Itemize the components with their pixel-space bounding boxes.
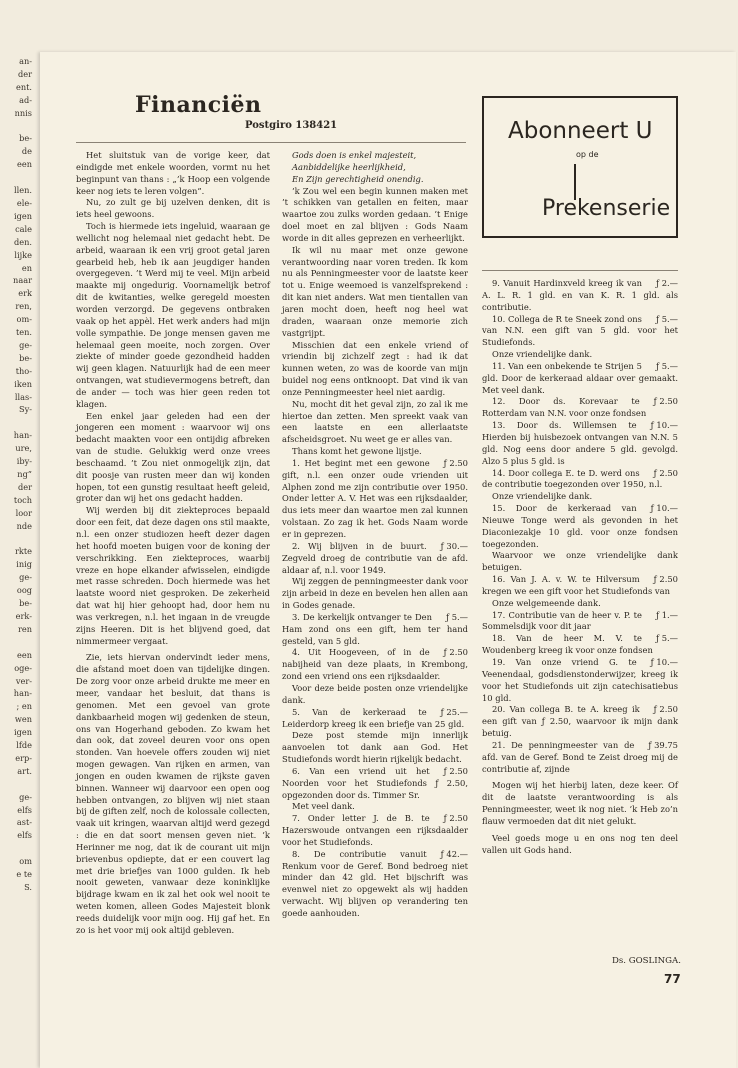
strip-fragment: een (17, 649, 32, 660)
strip-fragment: be- (19, 598, 32, 609)
ledger-entry (482, 314, 678, 350)
column-1 (76, 150, 270, 937)
ledger-entry (482, 420, 678, 467)
strip-fragment: igen (14, 210, 32, 221)
paragraph: ’k Zou wel een begin kunnen maken met ’t schikken van getallen en feiten, maar waartoe zou zulks worden gedaan. ’t Enige doel moet en zal blijven : Gods Naam worde in dit alles geprezen en verheerlijkt. (282, 185, 468, 243)
amount: ƒ 10.— (650, 503, 678, 514)
paragraph: Nu, mocht dit het geval zijn, zo zal ik me hiertoe dan zetten. Men spreekt vaak van een laatste en een allerlaatste afscheidsgroet. Nu weet ge er alles van. (282, 398, 468, 445)
item-text: 3. De kerkelijk ontvanger te Den Ham zond ons een gift, hem ter hand gesteld, van 5 gld. (282, 611, 468, 646)
strip-fragment: S. (24, 882, 32, 892)
strip-fragment: erp- (15, 752, 32, 763)
strip-fragment: elfs (17, 804, 32, 815)
advert-bar (574, 164, 576, 200)
ledger-entry (282, 707, 468, 731)
amount: ƒ 2.50 (443, 813, 468, 824)
item-text: 2. Wij blijven in de buurt. Zegveld droeg de contributie van de afd. aldaar af, n.l. voor 1949. (282, 540, 468, 575)
ledger-entry (482, 657, 678, 704)
strip-fragment: ge- (19, 572, 32, 583)
strip-fragment: be- (19, 352, 32, 363)
strip-fragment: nde (16, 520, 32, 531)
strip-fragment: be- (19, 133, 32, 144)
amount: ƒ 5.— (655, 633, 678, 644)
item-text: 1. Het begint met een gewone gift, n.l. een onzer oude vrienden uit Alphen zond me zijn contributie over 1950. Onder letter A. V. Het was een rijksdaalder, dus iets meer dan waartoe men zal kunnen volstaan. Zo zag ik het. Gods Naam worde er in geprezen. (282, 457, 468, 539)
item-text: Onze vriendelijke dank. (492, 491, 593, 502)
ledger-entry (482, 598, 678, 610)
strip-fragment: oge- (14, 662, 32, 673)
ledger-entry (282, 849, 468, 920)
paragraph: Een enkel jaar geleden had een der jongeren een moment : waarvoor wij ons bedacht maakten voor een ontijdig afbreken van de studie. Gelukkig werd onze vrees beschaamd. ’t Zou niet onmogelijk zijn, dat dit poosje van rusten meer dan wij konden hopen, tot een gunstig resultaat heeft geleid, groter dan wij het ons gedacht hadden. (76, 410, 270, 504)
amount: ƒ 39.75 (648, 739, 678, 750)
strip-fragment: han- (13, 430, 32, 441)
strip-fragment: loor (15, 507, 32, 518)
ledger-entry (282, 730, 468, 766)
amount: ƒ 5.— (655, 360, 678, 371)
item-text: Voor deze beide posten onze vriendelijke dank. (282, 682, 468, 705)
item-text: 6. Van een vriend uit het Noorden voor het Studiefonds ƒ 2.50, opgezonden door ds. Timmer Sr. (282, 765, 468, 800)
postgiro-number: Postgiro 138421 (245, 120, 338, 131)
strip-fragment: erk- (15, 610, 32, 621)
page-number: 77 (664, 972, 681, 986)
strip-fragment: oog (16, 585, 32, 596)
strip-fragment: lijke (14, 249, 32, 260)
signature: Ds. GOSLINGA. (612, 956, 681, 966)
strip-fragment: lfde (16, 740, 32, 751)
closing-paragraph: Mogen wij het hierbij laten, deze keer. Of dit de laatste verantwoording is als Penningmeester, weet ik nog niet. ’k Heb zo’n flauw vermoeden dat dit niet gelukt. (482, 780, 678, 826)
poem-line: En Zijn gerechtigheid onendig. (292, 173, 424, 184)
strip-fragment: elfs (17, 830, 32, 841)
strip-fragment: e te (16, 869, 32, 880)
item-text: 14. Door collega E. te D. werd ons de contributie toegezonden over 1950, n.l. (482, 467, 663, 490)
strip-fragment (0, 636, 34, 649)
amount: ƒ 42.— (440, 848, 468, 859)
title-rule (76, 142, 466, 143)
item-text: 8. De contributie vanuit Renkum voor de Geref. Bond bedroeg niet minder dan 42 gld. Het bijschrift was evenwel niet zo opgewekt als wij hadden verwacht. Wij blijven op verandering ten goede aanhouden. (282, 848, 468, 918)
strip-fragment: ge- (19, 339, 32, 350)
strip-fragment: igen (14, 727, 32, 738)
amount: ƒ 2.50 (443, 647, 468, 658)
poem-line: Aanbiddelijke heerlijkheid, (292, 161, 406, 172)
item-text: 12. Door ds. Korevaar te Rotterdam van N.N. voor onze fondsen (482, 396, 647, 419)
ledger-entry (482, 610, 678, 634)
ledger-entry (282, 541, 468, 577)
advert-line-1: Abonneert U (508, 118, 653, 144)
strip-fragment: ent. (15, 81, 32, 92)
strip-fragment: ver- (15, 675, 32, 686)
paragraph: Misschien dat een enkele vriend of vriendin bij zichzelf zegt : had ik dat kunnen weten, zo was de koorde van mijn buidel nog eens ontknoopt. Dat vind ik van onze Penningmeester heel niet aardig. (282, 339, 468, 397)
ledger-entry (482, 740, 678, 776)
strip-fragment: ast- (16, 817, 32, 828)
strip-fragment: Sy- (18, 404, 32, 415)
strip-fragment: een (17, 159, 32, 170)
ledger-entry (482, 396, 678, 420)
strip-fragment: iby- (16, 456, 32, 467)
ledger-entry (482, 278, 678, 314)
item-text: 19. Van onze vriend G. te Veenendaal, godsdienstonderwijzer, kreeg ik voor het Studiefonds uit zijn catechisatiebus 10 gld. (482, 657, 678, 703)
item-text: Wij zeggen de penningmeester dank voor zijn arbeid in deze en bevelen hen allen aan in Godes genade. (282, 576, 469, 611)
item-text: 13. Door ds. Willemsen te Hierden bij huisbezoek ontvangen van N.N. 5 gld. Nog eens door andere 5 gld. gevolgd. Alzo 5 plus 5 gld. is (482, 420, 678, 466)
item-text: 20. Van collega B. te A. kreeg ik een gift van ƒ 2.50, waarvoor ik mijn dank betuig. (482, 704, 678, 739)
item-text: 21. De penningmeester van de afd. van de Geref. Bond te Zeist droeg mij de contributie af, zijnde (482, 739, 678, 774)
ledger-entry (482, 550, 678, 574)
strip-fragment: inig (16, 559, 32, 570)
strip-fragment: art. (17, 765, 32, 776)
item-text: Waarvoor we onze vriendelijke dank betuigen. (482, 550, 678, 573)
item-text: 11. Van een onbekende te Strijen 5 gld. Door de kerkeraad aldaar over gemaakt. Met veel dank. (482, 360, 678, 395)
strip-fragment: toch (13, 494, 32, 505)
strip-fragment (0, 416, 34, 429)
ledger-entry (282, 576, 468, 612)
ledger-entry (482, 704, 678, 740)
item-text: Met veel dank. (292, 801, 355, 812)
paragraph: Ik wil nu maar met onze gewone verantwoording naar voren treden. Ik kom nu als Penningmeester voor de laatste keer tot u. Enige weemoed is vanzelfsprekend : dit kan niet anders. Wat men tientallen van jaren mocht doen, heeft nog heel wat draden, waaraan onze memorie zich vastgrijpt. (282, 244, 468, 338)
strip-fragment: ure, (15, 443, 32, 454)
item-text: 4. Uit Hoogeveen, of in de nabijheid van deze plaats, in Krembong, zond een vriend ons een rijksdaalder. (282, 647, 468, 682)
strip-fragment: tho- (15, 365, 32, 376)
item-text: 9. Vanuit Hardinxveld kreeg ik van A. L. R. 1 gld. en van K. R. 1 gld. als contributie. (482, 278, 678, 312)
ledger-entry (482, 349, 678, 361)
ledger-entry (282, 683, 468, 707)
strip-fragment: llas- (14, 391, 32, 402)
page-title: Financiën (135, 92, 262, 118)
paragraph: Zie, iets hiervan ondervindt ieder mens, die afstand moet doen van tijdelijke dingen. De zorg voor onze arbeid drukte me meer en meer, vandaar het besluit, dat thans is genomen. Met een gevoel van grote dankbaarheid mogen wij gedenken de steun, ons van Hogerhand geboden. Zo kwam het dan ook, dat zoveel deuren voor ons open stonden. Van hoevele offers zouden wij niet mogen gewagen. Van rijken en armen, van jongen en ouden kwamen de rijkste gaven binnen. Wanneer wij daarvoor een open oog hebben ontvangen, zo blijven wij niet staan bij de giften zelf, noch de kolossale collecten, vaak uit kringen, waarvan altijd werd gezegd : die en dat soort mensen geven niet. ’k Herinner me nog, dat ik de courant uit mijn brievenbus opdiepte, dat er een couvert lag met drie briefjes van 1000 gulden. Ik heb nooit geweten, vanwaar deze koninklijke bijdrage kwam en ik zal het ook wel nooit te weten komen, alleen Godes Majesteit blonk reeds duidelijk voor mijn oog. Hij gaf het. En zo is het voor mij ook altijd gebleven. (76, 652, 270, 935)
strip-fragment (0, 842, 34, 855)
strip-fragment: ; en (16, 701, 32, 712)
advert-line-2: op de (576, 150, 599, 159)
amount: ƒ 1.— (655, 609, 678, 620)
ledger-entry (282, 612, 468, 648)
strip-fragment: rkte (14, 546, 32, 557)
item-text: 10. Collega de R te Sneek zond ons van N.N. een gift van 5 gld. voor het Studiefonds. (482, 313, 678, 348)
item-text: 16. Van J. A. v. W. te Hilversum kregen we een gift voor het Studiefonds van (482, 574, 670, 596)
amount: ƒ 30.— (440, 540, 468, 551)
ledger-entry (282, 801, 468, 813)
item-text: Onze welgemeende dank. (492, 597, 601, 608)
poem-line: Gods doen is enkel majesteit, (292, 150, 417, 160)
ledger-entry (282, 766, 468, 802)
strip-fragment: ad- (19, 94, 32, 105)
adjacent-page-strip (0, 55, 34, 1015)
strip-fragment: naar (13, 275, 32, 286)
ledger-entry (482, 491, 678, 503)
strip-fragment: de (21, 146, 32, 157)
strip-fragment: wen (14, 714, 32, 725)
strip-fragment: nnis (14, 107, 32, 118)
amount: ƒ 2.50 (443, 457, 468, 468)
ledger-entry (282, 647, 468, 683)
strip-fragment (0, 533, 34, 546)
strip-fragment (0, 778, 34, 791)
strip-fragment: cale (15, 223, 32, 234)
closing-paragraph: Veel goeds moge u en ons nog ten deel vallen uit Gods hand. (482, 832, 678, 855)
amount: ƒ 2.50 (653, 396, 678, 407)
amount: ƒ 2.50 (653, 704, 678, 715)
paragraph: Wij werden bij dit ziekteproces bepaald door een feit, dat deze dagen ons stil maakte, n.l. een onzer studiozen heeft dezer dagen het hoofd moeten buigen voor de koning der verschrikking. Een ziekteproces, waarbij vreze en hope elkander afwisselen, eindigde met rasse schreden. Doch hiermede was het laatste woord niet gesproken. De zekerheid dat wat hij hier gehoopt had, door hem nu was verkregen, n.l. het ingaan in de vreugde zijns Heeren. Dit is het blijvend goed, dat nimmermeer vergaat. (76, 505, 270, 646)
amount: ƒ 25.— (440, 706, 468, 717)
amount: ƒ 2.50 (443, 765, 468, 776)
strip-fragment (0, 171, 34, 184)
strip-fragment: ten. (15, 327, 32, 338)
ledger-entry (482, 468, 678, 492)
amount: ƒ 5.— (445, 611, 468, 622)
item-text: 17. Contributie van de heer v. P. te Sommelsdijk voor dit jaar (482, 609, 642, 632)
strip-fragment: an- (19, 56, 32, 66)
strip-fragment: der (17, 481, 32, 492)
paragraph: Het sluitstuk van de vorige keer, dat eindigde met enkele woorden, vormt nu het beginpunt van thans : „’k Hoop een volgende keer nog iets te leren volgen”. (76, 150, 270, 196)
paragraph: Nu, zo zult ge bij uzelven denken, dit is iets heel gewoons. (76, 197, 270, 220)
item-text: Deze post stemde mijn innerlijk aanvoelen tot dank aan God. Het Studiefonds wordt hierin rijkelijk bedacht. (282, 730, 468, 765)
ledger-entry (482, 361, 678, 397)
strip-fragment (0, 120, 34, 133)
item-text: 5. Van de kerkeraad te Leiderdorp kreeg ik een briefje van 25 gld. (282, 706, 465, 729)
strip-fragment: ren, (15, 301, 32, 312)
paragraph: Toch is hiermede iets ingeluid, waaraan ge wellicht nog helemaal niet gedacht hebt. De arbeid, waaraan ik een vrij groot getal jaren gearbeid heb, heb ik aan jeugdiger handen overgegeven. ’t Werd mij te veel. Mijn arbeid maakte mij ongedurig. Voornamelijk betrof dit de kwitanties, welke geregeld moesten worden verzorgd. De gegevens ontbraken vaak op het appèl. Het werk anders had mijn volle sympathie. De jonge mensen gaven me helemaal geen moeite, noch zorgen. Over ziekte of minder goede gezondheid hadden wij geen klagen. Natuurlijk had de een meer ontvangen, wat studievermogens betreft, dan de ander — toch was hier geen reden tot klagen. (76, 221, 270, 409)
paragraph: Thans komt het gewone lijstje. (292, 446, 422, 457)
column-3 (482, 278, 678, 857)
strip-fragment: erk (18, 288, 32, 299)
amount: ƒ 2.50 (653, 574, 678, 585)
amount: ƒ 2.50 (653, 467, 678, 478)
strip-fragment: han- (13, 688, 32, 699)
item-text: 7. Onder letter J. de B. te Hazerswoude ontvangen een rijksdaalder voor het Studiefonds. (282, 813, 468, 847)
strip-fragment: om- (16, 314, 32, 325)
ledger-entry (282, 458, 468, 541)
column-2 (282, 150, 468, 920)
right-column-rule (482, 270, 678, 271)
item-text: 18. Van de heer M. V. te Woudenberg kreeg ik voor onze fondsen (482, 633, 653, 656)
strip-fragment: der (17, 68, 32, 79)
strip-fragment: llen. (14, 185, 32, 196)
amount: ƒ 2.— (655, 278, 678, 288)
ledger-entry (482, 633, 678, 657)
strip-fragment: ge- (19, 791, 32, 802)
strip-fragment: ren (17, 623, 32, 634)
prekenserie-advert (482, 96, 678, 238)
ledger-entry (482, 503, 678, 550)
advert-line-3: Prekenserie (542, 196, 671, 221)
strip-fragment: ele- (16, 197, 32, 208)
strip-fragment: den. (14, 236, 32, 247)
amount: ƒ 10.— (650, 657, 678, 667)
strip-fragment: om (19, 856, 32, 867)
strip-fragment: ng” (17, 469, 32, 479)
amount: ƒ 10.— (650, 420, 678, 431)
strip-fragment: en (21, 262, 32, 273)
ledger-entry (282, 813, 468, 849)
strip-fragment: iken (14, 378, 32, 389)
ledger-entry (482, 574, 678, 598)
amount: ƒ 5.— (655, 313, 678, 324)
item-text: 15. Door de kerkeraad van Nieuwe Tonge werd als gevonden in het Diaconiezakje 10 gld. voor onze fondsen toegezonden. (482, 503, 678, 549)
item-text: Onze vriendelijke dank. (492, 349, 593, 360)
